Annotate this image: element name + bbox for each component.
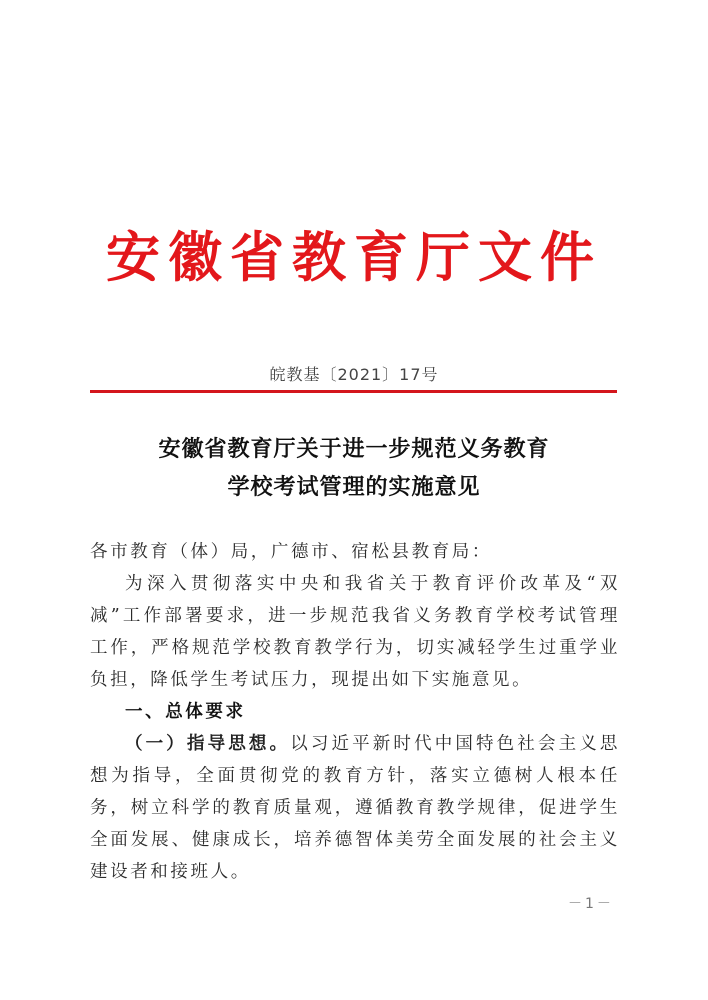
section-heading: 一、总体要求 <box>125 702 246 722</box>
subsection-text: 以习近平新时代中国特色社会主义思想为指导，全面贯彻党的教育方针，落实立德树人根本任务，树立科学的教育质量观，遵循教育教学规律，促进学生全面发展、健康成长，培养德智体美劳全面发展的社会主义建设者和接班人。 <box>90 734 620 882</box>
page-number: －1－ <box>568 896 614 912</box>
subsection-paragraph <box>90 728 620 888</box>
intro-paragraph: 为深入贯彻落实中央和我省关于教育评价改革及“双减”工作部署要求，进一步规范我省义务教育学校考试管理工作，严格规范学校教育教学行为，切实减轻学生过重学业负担，降低学生考试压力，现提出如下实施意见。 <box>90 574 620 690</box>
addressee-line: 各市教育（体）局，广德市、宿松县教育局： <box>90 542 492 562</box>
title-line-1: 安徽省教育厅关于进一步规范义务教育 <box>158 436 550 462</box>
document-title <box>0 430 708 506</box>
masthead-title: 安徽省教育厅文件 <box>106 225 602 289</box>
red-divider-line <box>90 390 617 393</box>
document-number: 皖教基〔2021〕17号 <box>269 365 439 384</box>
subsection-label: （一）指导思想。 <box>125 734 291 754</box>
title-line-2: 学校考试管理的实施意见 <box>227 474 481 500</box>
document-body <box>90 536 620 888</box>
